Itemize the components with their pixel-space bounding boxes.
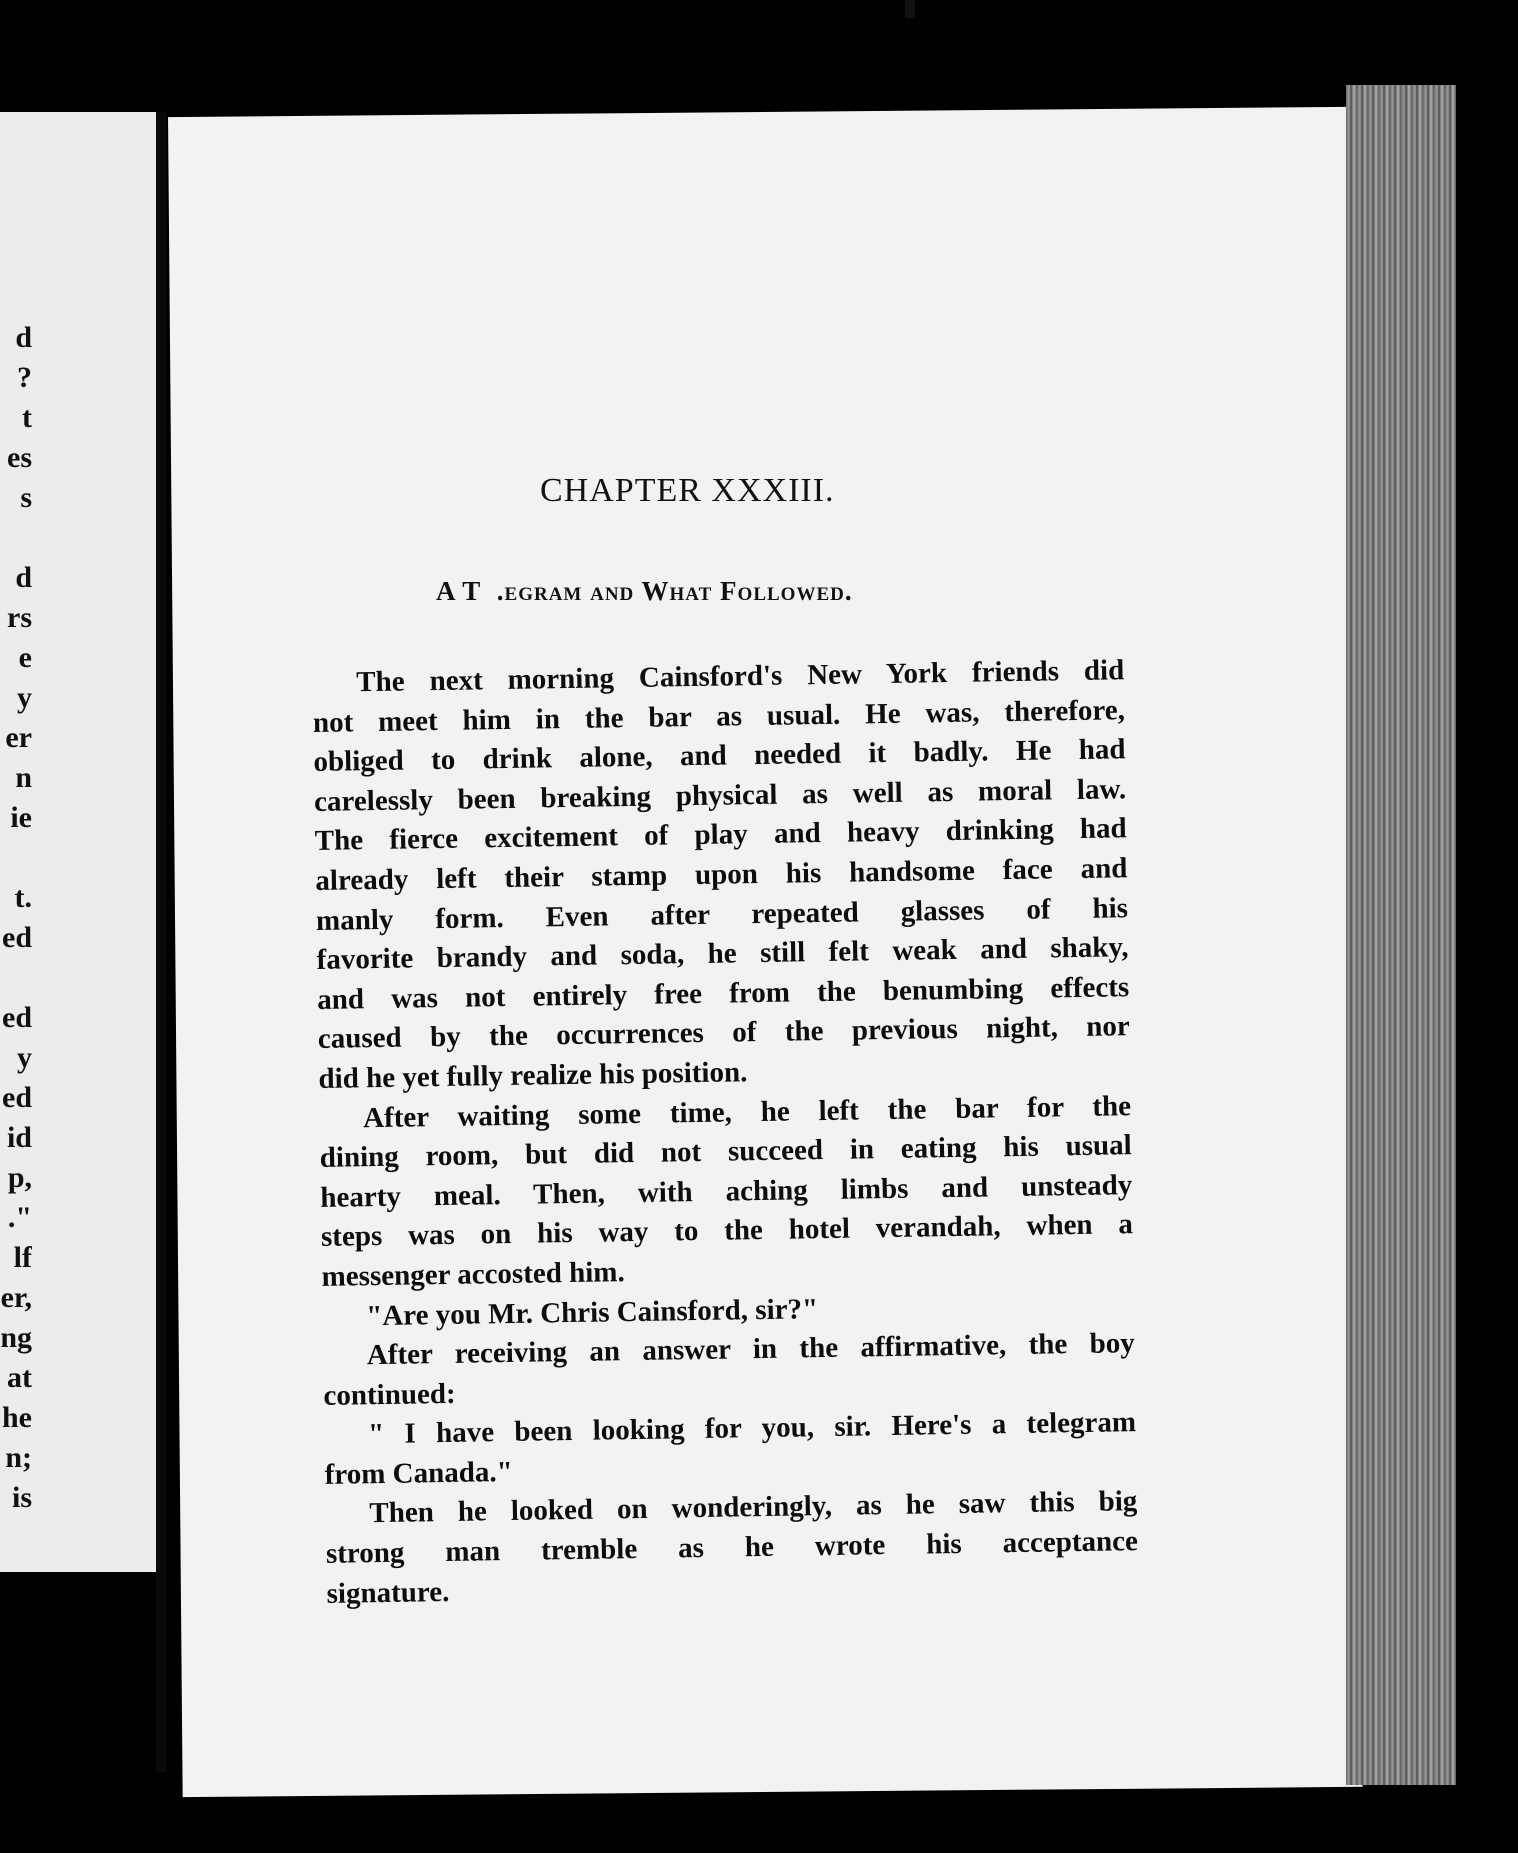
text-line: strong man tremble as he wrote his acceptance <box>325 1525 1139 1570</box>
left-fragment: t <box>22 401 32 434</box>
text-line: After waiting some time, he left the bar for the <box>362 1089 1132 1134</box>
left-fragment <box>0 958 32 998</box>
left-fragment: e <box>18 641 32 674</box>
chapter-subtitle: A T .egram and What Followed. <box>436 576 853 606</box>
text-line: carelessly been breaking physical as well as moral law. <box>313 773 1127 818</box>
scan-speck <box>905 0 915 18</box>
left-fragment: rs <box>7 601 32 634</box>
left-fragment: ? <box>17 361 32 394</box>
left-fragment: er <box>5 721 32 754</box>
text-line: from Canada." <box>324 1455 513 1491</box>
left-fragment: s <box>20 481 32 514</box>
left-fragment: d <box>15 321 32 354</box>
text-line: Then he looked on wonderingly, as he saw this big <box>369 1485 1138 1530</box>
left-fragment: ." <box>7 1201 32 1234</box>
left-fragment: id <box>6 1121 32 1154</box>
left-fragment: er, <box>0 1281 32 1314</box>
left-fragment: y <box>17 1041 32 1074</box>
left-fragment: t. <box>14 881 32 914</box>
text-line: did he yet fully realize his position. <box>318 1056 748 1095</box>
left-fragment: ed <box>2 1081 32 1114</box>
left-fragment: ed <box>2 1001 32 1034</box>
text-line: signature. <box>326 1575 450 1610</box>
left-fragment: ie <box>10 801 32 834</box>
left-fragment: n; <box>5 1441 32 1474</box>
left-fragment: ed <box>2 921 32 954</box>
text-line: hearty meal. Then, with aching limbs and unsteady <box>320 1168 1133 1214</box>
text-line: messenger accosted him. <box>321 1256 625 1293</box>
text-line: favorite brandy and soda, he still felt weak and shaky, <box>316 931 1129 977</box>
chapter-title: CHAPTER XXXIII. <box>540 472 835 509</box>
text-line: continued: <box>323 1377 456 1412</box>
left-fragment: lf <box>13 1241 32 1274</box>
book-gutter <box>156 112 166 1772</box>
left-page-fragments <box>0 318 32 1518</box>
left-fragment: d <box>15 561 32 594</box>
text-line: caused by the occurrences of the previous night, nor <box>317 1010 1131 1056</box>
text-line: not meet him in the bar as usual. He was, therefore, <box>312 693 1126 739</box>
page-edge <box>1346 85 1456 1785</box>
text-line: " I have been looking for you, sir. Here's a telegram <box>367 1406 1137 1451</box>
text-line: After receiving an answer in the affirmative, the boy <box>366 1327 1136 1372</box>
left-fragment: p, <box>7 1161 32 1194</box>
left-fragment: ng <box>0 1321 32 1354</box>
text-line: dining room, but did not succeed in eating his usual <box>319 1129 1132 1175</box>
left-fragment: is <box>11 1481 32 1514</box>
text-line: The next morning Cainsford's New York friends did <box>356 654 1125 699</box>
chapter-body <box>312 651 1139 1614</box>
text-line: obliged to drink alone, and needed it badly. He had <box>313 733 1126 779</box>
left-fragment: y <box>17 681 32 714</box>
left-fragment: es <box>7 441 32 474</box>
text-line: "Are you Mr. Chris Cainsford, sir?" <box>365 1292 819 1332</box>
left-fragment: he <box>2 1401 32 1434</box>
text-line: and was not entirely free from the benumbing effects <box>317 970 1130 1016</box>
text-line: steps was on his way to the hotel verandah, when a <box>320 1208 1134 1254</box>
left-fragment <box>0 838 32 878</box>
text-line: The fierce excitement of play and heavy drinking had <box>314 812 1127 858</box>
text-line: manly form. Even after repeated glasses of his <box>315 891 1129 937</box>
left-fragment: n <box>15 761 32 794</box>
left-fragment <box>0 518 32 558</box>
text-line: already left their stamp upon his handsome face and <box>315 852 1128 897</box>
left-fragment: at <box>7 1361 32 1394</box>
